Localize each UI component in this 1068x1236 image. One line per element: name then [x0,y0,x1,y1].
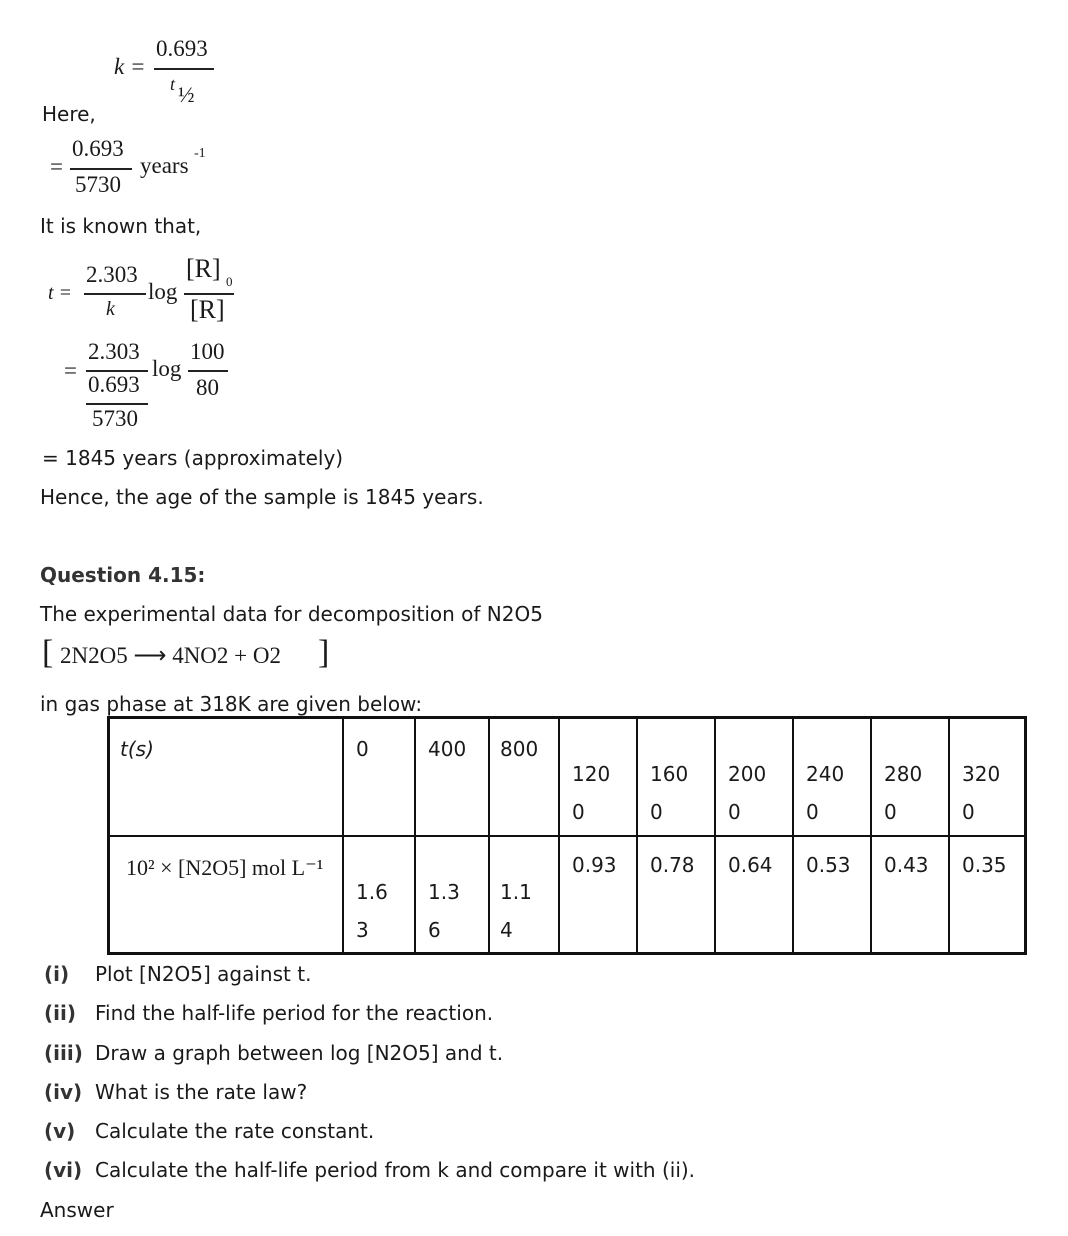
formula-sub-eq: = [64,358,77,383]
part-text: Find the half-life period for the reaction. [95,1001,494,1025]
part-number: (iv) [44,1080,83,1104]
table-cell [489,836,559,954]
formula-sub-ratio-den: 80 [196,375,219,400]
formula-k-lhs: k = [114,54,146,79]
table-cell [793,718,871,836]
cell-value: 200 [728,762,767,786]
fraction-bar [154,68,214,70]
row-header-time [109,718,344,836]
cell-value: 0.64 [728,852,773,877]
cell-value: 0.35 [962,852,1007,877]
formula-here-numerator: 0.693 [72,136,124,161]
data-table [107,716,1027,955]
known-label: It is known that, [40,214,202,238]
formula-here-denominator: 5730 [75,172,121,197]
part-item [44,1001,494,1025]
cell-value: 160 [650,762,689,786]
cell-value: 0.93 [572,852,617,877]
table-row-time [109,718,1026,836]
table-cell [715,718,793,836]
part-number: (i) [44,962,70,986]
part-text: Plot [N2O5] against t. [95,962,312,986]
table-cell [715,836,793,954]
row-header-concentration [109,836,344,954]
part-text: Draw a graph between log [N2O5] and t. [95,1041,504,1065]
question-title: Question 4.15: [40,563,206,587]
cell-value: 400 [428,737,467,761]
formula-t-ratio-num: [R] [186,254,221,283]
cell-value: 120 [572,762,611,786]
cell-value: 240 [806,762,845,786]
cell-value: 0 [728,800,741,824]
formula-t-coef-num: 2.303 [86,262,138,287]
table-cell [793,836,871,954]
table-cell [637,836,715,954]
table-cell [559,718,637,836]
cell-value: 1.3 [428,879,460,904]
cell-value: 1.1 [500,879,532,904]
cell-value: 320 [962,762,1001,786]
answer-label: Answer [40,1198,114,1222]
table-row-concentration [109,836,1026,954]
formula-sub-log: log [152,356,182,381]
table-cell [871,836,949,954]
cell-value: 0.78 [650,852,695,877]
bracket-right: ] [318,634,330,671]
formula-t-lhs: t = [48,282,73,304]
cell-value: 0 [806,800,819,824]
concentration-header-label: 10² × [N2O5] mol L⁻¹ [126,854,324,880]
part-text: What is the rate law? [95,1080,308,1104]
fraction-bar [188,370,228,372]
formula-here-unit-exp: -1 [194,146,206,161]
cell-value: 0 [650,800,663,824]
conclusion: Hence, the age of the sample is 1845 years. [40,485,484,509]
bracket-left: [ [42,634,54,671]
table-cell [343,836,415,954]
cell-value: 0 [962,800,975,824]
part-item [44,1158,696,1182]
question-condition: in gas phase at 318K are given below: [40,692,423,716]
part-text: Calculate the rate constant. [95,1119,375,1143]
fraction-bar [84,293,146,295]
table-cell [637,718,715,836]
part-number: (v) [44,1119,76,1143]
part-number: (ii) [44,1001,76,1025]
table-cell [559,836,637,954]
formula-k-numerator: 0.693 [156,36,208,61]
table-cell [871,718,949,836]
cell-value: 0 [572,800,585,824]
formula-k-denominator-half: ½ [178,82,195,107]
part-number: (vi) [44,1158,83,1182]
result-line: = 1845 years (approximately) [42,446,344,470]
cell-value: 0.43 [884,852,929,877]
formula-sub-coef-den-den: 5730 [92,406,138,431]
formula-t-coef-den: k [106,298,115,320]
cell-value: 6 [428,917,441,942]
part-item [44,1119,375,1143]
formula-here-eq: = [50,154,63,179]
cell-value: 0 [356,737,369,761]
formula-sub-coef-num: 2.303 [88,339,140,364]
formula-t-ratio-num-sub: 0 [226,274,233,289]
table-cell [949,718,1026,836]
reaction-text: 2N2O5 ⟶ 4NO2 + O2 [60,643,281,668]
fraction-bar [70,168,132,170]
part-item [44,1041,504,1065]
cell-value: 4 [500,917,513,942]
time-header-label: t(s) [120,737,154,761]
table-cell [949,836,1026,954]
formula-sub-coef-den-num: 0.693 [88,372,140,397]
cell-value: 280 [884,762,923,786]
table-cell [415,836,489,954]
cell-value: 800 [500,737,539,761]
part-text: Calculate the half-life period from k and compare it with (ii). [95,1158,696,1182]
here-label: Here, [42,102,96,126]
table-cell [415,718,489,836]
part-item [44,962,312,986]
formula-here-unit: years [140,153,189,178]
table-cell [489,718,559,836]
cell-value: 3 [356,917,369,942]
formula-sub-ratio-num: 100 [190,339,225,364]
cell-value: 1.6 [356,879,388,904]
part-item [44,1080,308,1104]
formula-t-ratio-den: [R] [190,295,225,324]
cell-value: 0.53 [806,852,851,877]
formula-t-log: log [148,279,178,304]
fraction-bar [86,403,148,405]
formula-k-denominator-t: t [170,74,176,94]
cell-value: 0 [884,800,897,824]
question-intro: The experimental data for decomposition of N2O5 [40,602,543,626]
part-number: (iii) [44,1041,83,1065]
table-cell [343,718,415,836]
